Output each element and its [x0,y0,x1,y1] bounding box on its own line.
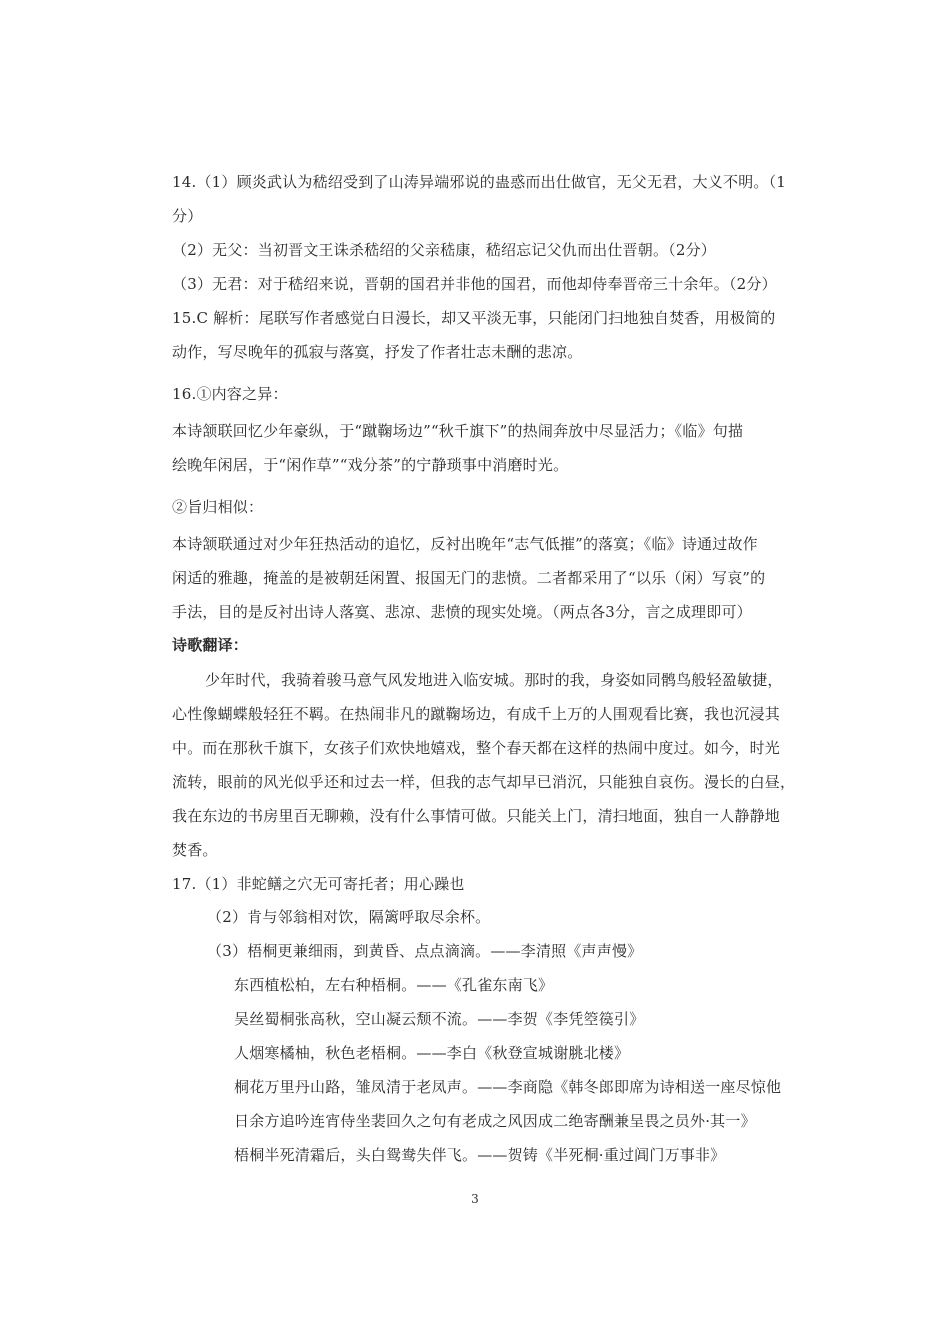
q16-para2-line2: 闲适的雅趣，掩盖的是被朝廷闲置、报国无门的悲愤。二者都采用了“以乐（闲）写哀”的 [172,569,766,587]
q17-quote2: 吴丝蜀桐张高秋，空山凝云颓不流。——李贺《李凭箜篌引》 [234,1010,645,1028]
q17-quote4-line2: 日余方追吟连宵侍坐裴回久之句有老成之风因成二绝寄酬兼呈畏之员外·其一》 [234,1112,756,1130]
translation-line4: 流转，眼前的风光似乎还和过去一样，但我的志气却早已消沉，只能独自哀伤。漫长的白昼， [172,773,796,791]
q15-line2: 动作，写尽晚年的孤寂与落寞，抒发了作者壮志未酬的悲凉。 [172,343,583,361]
q16-heading2: ②旨归相似： [172,498,264,516]
q17-quote3: 人烟寒橘柚，秋色老梧桐。——李白《秋登宣城谢脁北楼》 [234,1044,630,1062]
q16-para2-line1: 本诗颔联通过对少年狂热活动的追忆，反衬出晚年“志气低摧”的落寞；《临》诗通过故作 [172,535,758,553]
q14-point3: （3）无君：对于嵇绍来说，晋朝的国君并非他的国君，而他却侍奉晋帝三十余年。（2分） [172,275,777,293]
translation-line5: 我在东边的书房里百无聊赖，没有什么事情可做。只能关上门，清扫地面，独自一人静静地 [172,807,781,825]
q17-quote1: 东西植松柏，左右种梧桐。——《孔雀东南飞》 [234,976,554,994]
q17-quote5: 梧桐半死清霜后，头白鸳鸯失伴飞。——贺铸《半死桐·重过阊门万事非》 [234,1146,726,1164]
translation-line1: 少年时代，我骑着骏马意气风发地进入临安城。那时的我，身姿如同鹘鸟般轻盈敏捷， [205,671,783,689]
page-number: 3 [471,1192,479,1206]
q16-heading1: 16.①内容之异： [172,385,288,403]
q16-para1-line2: 绘晚年闲居，于“闲作草”“戏分茶”的宁静琐事中消磨时光。 [172,456,569,474]
q17-quote4-line1: 桐花万里丹山路，雏凤清于老凤声。——李商隐《韩冬郎即席为诗相送一座尽惊他 [234,1078,782,1096]
q16-para2-line3: 手法，目的是反衬出诗人落寞、悲凉、悲愤的现实处境。（两点各3分，言之成理即可） [172,603,752,621]
q17-item3: （3）梧桐更兼细雨，到黄昏、点点滴滴。——李清照《声声慢》 [207,942,643,960]
translation-line6: 焚香。 [172,841,218,859]
q15-line1: 15.C 解析：尾联写作者感觉白日漫长，却又平淡无事，只能闭门扫地独自焚香，用极简的 [172,309,776,327]
translation-heading: 诗歌翻译： [172,636,249,654]
q16-para1-line1: 本诗颔联回忆少年豪纵，于“蹴鞠场边”“秋千旗下”的热闹奔放中尽显活力；《临》句描 [172,422,744,440]
q17-item1: 17.（1）非蛇鳝之穴无可寄托者；用心躁也 [172,875,465,893]
q14-line2: 分） [172,207,203,225]
q17-item2: （2）肯与邻翁相对饮，隔篱呼取尽余杯。 [207,908,491,926]
q14-point2: （2）无父：当初晋文王诛杀嵇绍的父亲嵇康，嵇绍忘记父仇而出仕晋朝。（2分） [172,241,716,259]
q14-line1: 14.（1）顾炎武认为嵇绍受到了山涛异端邪说的蛊惑而出仕做官，无父无君，大义不明。（1 [172,173,787,191]
translation-line2: 心性像蝴蝶般轻狂不羁。在热闹非凡的蹴鞠场边，有成千上万的人围观看比赛，我也沉浸其 [172,705,781,723]
translation-line3: 中。而在那秋千旗下，女孩子们欢快地嬉戏，整个春天都在这样的热闹中度过。如今，时光 [172,739,781,757]
